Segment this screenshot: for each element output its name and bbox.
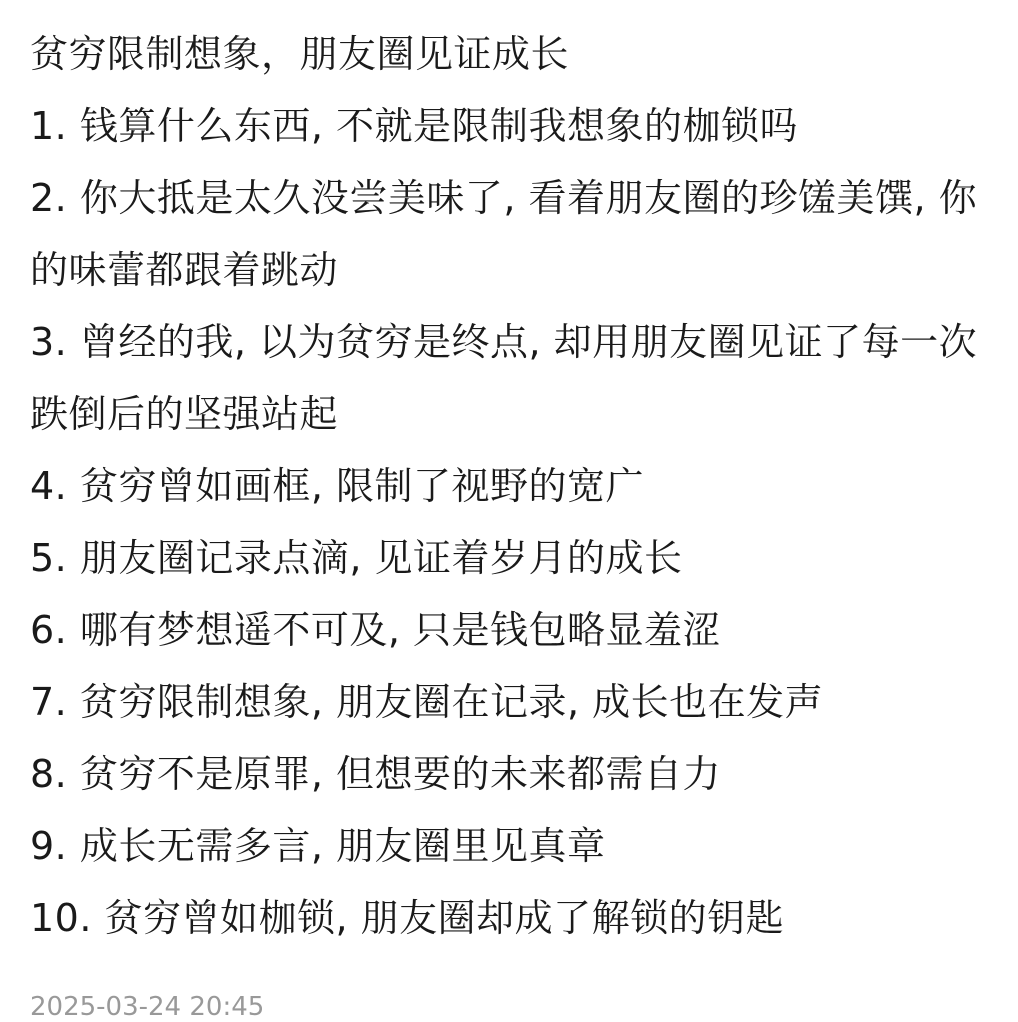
list-item: 8. 贫穷不是原罪, 但想要的未来都需自力 [30,752,721,796]
post-title: 贫穷限制想象，朋友圈见证成长 [30,32,570,76]
post-content [30,18,1005,954]
list-item: 2. 你大抵是太久没尝美味了, 看着朋友圈的珍馐美馔, 你的味蕾都跟着跳动 [30,176,978,292]
list-item: 6. 哪有梦想遥不可及, 只是钱包略显羞涩 [30,608,721,652]
list-item: 9. 成长无需多言, 朋友圈里见真章 [30,824,606,868]
post-list [30,90,1005,954]
list-item: 7. 贫穷限制想象, 朋友圈在记录, 成长也在发声 [30,680,824,724]
list-item: 4. 贫穷曾如画框, 限制了视野的宽广 [30,464,644,508]
list-item: 3. 曾经的我, 以为贫穷是终点, 却用朋友圈见证了每一次跌倒后的坚强站起 [30,320,978,436]
post-timestamp: 2025-03-24 20:45 [30,992,265,1022]
list-item: 5. 朋友圈记录点滴, 见证着岁月的成长 [30,536,683,580]
list-item: 10. 贫穷曾如枷锁, 朋友圈却成了解锁的钥匙 [30,896,785,940]
list-item: 1. 钱算什么东西, 不就是限制我想象的枷锁吗 [30,104,798,148]
